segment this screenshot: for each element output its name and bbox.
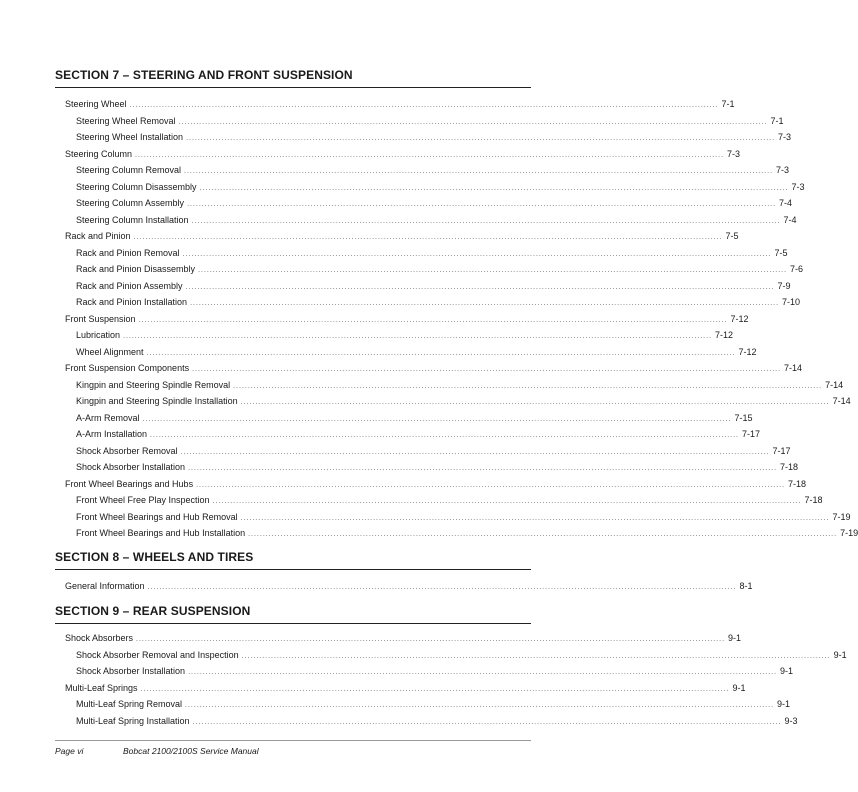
footer-manual-title: Bobcat 2100/2100S Service Manual <box>123 746 259 756</box>
dot-leader: ........................................................................................................................................................................................................ <box>191 217 781 225</box>
toc-entry[interactable] <box>55 426 761 443</box>
footer-page-number: Page vi <box>55 746 84 756</box>
toc-entry[interactable] <box>55 680 746 697</box>
toc-entry-page: 7-5 <box>774 247 788 258</box>
toc-entry[interactable] <box>55 410 753 427</box>
toc-entry[interactable] <box>55 146 741 163</box>
footer-rule <box>55 740 531 741</box>
toc-entry-page: 9-1 <box>732 682 746 693</box>
toc-entry-page: 7-19 <box>840 528 858 538</box>
toc-entry-label: Shock Absorbers <box>65 633 134 643</box>
dot-leader: ........................................................................................................................................................................................................ <box>196 481 786 489</box>
toc-entry-label: Rack and Pinion Installation <box>76 297 188 307</box>
toc-entry-label: Steering Column <box>65 148 133 159</box>
toc-entry[interactable] <box>55 459 799 476</box>
toc-entry[interactable] <box>55 377 844 394</box>
toc-entry-label: Lubrication <box>76 330 121 340</box>
toc-entry-page: 7-12 <box>730 313 749 324</box>
dot-leader: ........................................................................................................................................................................................................ <box>184 168 774 175</box>
toc-entry-page: 7-5 <box>725 231 739 241</box>
dot-leader: ........................................................................................................................................................................................................ <box>248 531 838 538</box>
toc-entry-page: 7-19 <box>832 511 851 522</box>
toc-entry[interactable] <box>55 327 734 344</box>
toc-entry-page: 7-15 <box>734 412 753 423</box>
toc-entry-label: Rack and Pinion <box>65 231 131 241</box>
toc-entry-label: Rack and Pinion Disassembly <box>76 264 196 274</box>
toc-entry-page: 9-1 <box>728 633 742 643</box>
toc-entry-page: 7-1 <box>721 99 735 109</box>
dot-leader: ........................................................................................................................................................................................................ <box>241 652 831 660</box>
dot-leader: ........................................................................................................................................................................................................ <box>190 300 780 307</box>
dot-leader: ........................................................................................................................................................................................................ <box>135 151 725 159</box>
section-rule <box>55 623 531 624</box>
toc-entry[interactable] <box>55 162 790 179</box>
toc-entry-label: Front Wheel Bearings and Hub Installation <box>76 528 246 538</box>
toc-entry-page: 7-4 <box>783 214 797 225</box>
toc-entry-page: 7-14 <box>832 396 851 406</box>
dot-leader: ........................................................................................................................................................................................................ <box>133 234 723 241</box>
toc-entry-label: Front Suspension <box>65 313 136 324</box>
dot-leader: ........................................................................................................................................................................................................ <box>186 135 776 142</box>
toc-entry-label: Multi-Leaf Spring Installation <box>76 715 190 726</box>
toc-entry[interactable] <box>55 509 851 526</box>
toc-entry-page: 7-17 <box>772 445 791 456</box>
toc-entry[interactable] <box>55 492 823 509</box>
toc-entry-page: 7-17 <box>742 429 761 439</box>
dot-leader: ........................................................................................................................................................................................................ <box>150 432 739 439</box>
section-title: SECTION 8 – WHEELS AND TIRES <box>55 550 254 564</box>
section-title: SECTION 9 – REAR SUSPENSION <box>55 604 251 618</box>
toc-entry[interactable] <box>55 663 794 680</box>
dot-leader: ........................................................................................................................................................................................................ <box>136 636 726 643</box>
toc-entry-page: 7-4 <box>779 198 793 208</box>
toc-entry[interactable] <box>55 311 749 328</box>
toc-entry-page: 7-12 <box>738 346 757 357</box>
toc-entry-page: 7-12 <box>715 330 734 340</box>
section-title: SECTION 7 – STEERING AND FRONT SUSPENSION <box>55 68 353 82</box>
toc-entry-label: Front Wheel Free Play Inspection <box>76 495 210 505</box>
toc-entry[interactable] <box>55 278 791 295</box>
dot-leader: ........................................................................................................................................................................................................ <box>182 250 772 258</box>
toc-entry-label: Kingpin and Steering Spindle Removal <box>76 379 231 390</box>
toc-entry-page: 7-9 <box>777 280 791 291</box>
toc-entry-label: Steering Wheel Installation <box>76 132 184 142</box>
toc-entry-label: Front Wheel Bearings and Hubs <box>65 478 194 489</box>
toc-entry-page: 7-1 <box>770 115 784 126</box>
dot-leader: ........................................................................................................................................................................................................ <box>233 382 823 390</box>
toc-entry-label: Front Suspension Components <box>65 363 190 373</box>
toc-page <box>55 0 858 792</box>
dot-leader: ........................................................................................................................................................................................................ <box>123 333 712 340</box>
dot-leader: ........................................................................................................................................................................................................ <box>192 718 782 726</box>
dot-leader: ........................................................................................................................................................................................................ <box>178 118 768 126</box>
toc-entry[interactable] <box>55 96 735 113</box>
toc-entry-page: 9-1 <box>777 699 791 709</box>
toc-entry[interactable] <box>55 647 847 664</box>
dot-leader: ........................................................................................................................................................................................................ <box>199 184 789 192</box>
toc-entry[interactable] <box>55 344 757 361</box>
toc-entry-label: Kingpin and Steering Spindle Installation <box>76 396 238 406</box>
toc-entry-label: Steering Column Assembly <box>76 198 185 208</box>
toc-entry-label: Wheel Alignment <box>76 346 144 357</box>
dot-leader: ........................................................................................................................................................................................................ <box>185 283 775 291</box>
toc-entry-label: Steering Column Installation <box>76 214 189 225</box>
toc-entry[interactable] <box>55 525 858 542</box>
toc-entry[interactable] <box>55 578 753 595</box>
dot-leader: ........................................................................................................................................................................................................ <box>142 415 732 423</box>
toc-entry-page: 7-14 <box>825 379 844 390</box>
toc-entry-page: 7-14 <box>784 363 803 373</box>
toc-entry-page: 7-3 <box>791 181 805 192</box>
toc-entry[interactable] <box>55 113 784 130</box>
toc-entry-label: General Information <box>65 581 145 591</box>
section-rule <box>55 569 531 570</box>
toc-entry-page: 8-1 <box>739 581 753 591</box>
toc-entry-label: Steering Wheel Removal <box>76 115 176 126</box>
toc-entry-page: 7-6 <box>790 264 804 274</box>
toc-entry-page: 7-18 <box>788 478 807 489</box>
toc-entry-label: Shock Absorber Removal and Inspection <box>76 649 239 660</box>
toc-entry[interactable] <box>55 630 742 647</box>
toc-entry[interactable] <box>55 443 791 460</box>
toc-entry-label: Steering Column Removal <box>76 165 182 175</box>
section-rule <box>55 87 531 88</box>
toc-entry-label: Rack and Pinion Removal <box>76 247 180 258</box>
toc-entry-label: Multi-Leaf Spring Removal <box>76 699 183 709</box>
toc-entry[interactable] <box>55 713 798 730</box>
toc-entry[interactable] <box>55 228 739 245</box>
dot-leader: ........................................................................................................................................................................................................ <box>187 201 777 208</box>
toc-entry[interactable] <box>55 245 788 262</box>
toc-entry[interactable] <box>55 261 804 278</box>
dot-leader: ........................................................................................................................................................................................................ <box>147 584 737 591</box>
toc-entry-label: Shock Absorber Removal <box>76 445 178 456</box>
toc-entry[interactable] <box>55 294 801 311</box>
toc-entry-page: 9-1 <box>780 666 794 676</box>
section-entries <box>55 630 847 729</box>
toc-entry-page: 9-3 <box>784 715 798 726</box>
toc-entry[interactable] <box>55 360 803 377</box>
toc-entry-label: Shock Absorber Installation <box>76 462 186 472</box>
toc-entry[interactable] <box>55 393 851 410</box>
toc-entry-label: A-Arm Removal <box>76 412 140 423</box>
dot-leader: ........................................................................................................................................................................................................ <box>180 448 770 456</box>
toc-entry-label: Rack and Pinion Assembly <box>76 280 183 291</box>
toc-entry-page: 7-3 <box>778 132 792 142</box>
toc-entry-page: 9-1 <box>833 649 847 660</box>
dot-leader: ........................................................................................................................................................................................................ <box>129 102 719 109</box>
toc-entry-page: 7-18 <box>780 462 799 472</box>
dot-leader: ........................................................................................................................................................................................................ <box>185 702 775 709</box>
section-entries <box>55 578 753 595</box>
toc-entry-label: Steering Wheel <box>65 99 127 109</box>
toc-entry-label: A-Arm Installation <box>76 429 148 439</box>
dot-leader: ........................................................................................................................................................................................................ <box>140 685 730 693</box>
dot-leader: ........................................................................................................................................................................................................ <box>212 498 802 505</box>
dot-leader: ........................................................................................................................................................................................................ <box>240 514 830 522</box>
dot-leader: ........................................................................................................................................................................................................ <box>240 399 830 406</box>
toc-entry[interactable] <box>55 476 807 493</box>
dot-leader: ........................................................................................................................................................................................................ <box>146 349 736 357</box>
toc-entry-label: Shock Absorber Installation <box>76 666 186 676</box>
toc-entry-page: 7-3 <box>727 148 741 159</box>
toc-entry[interactable] <box>55 179 805 196</box>
section-entries <box>55 96 858 542</box>
toc-entry[interactable] <box>55 696 791 713</box>
dot-leader: ........................................................................................................................................................................................................ <box>188 669 778 676</box>
dot-leader: ........................................................................................................................................................................................................ <box>192 366 782 373</box>
dot-leader: ........................................................................................................................................................................................................ <box>188 465 778 472</box>
toc-entry[interactable] <box>55 129 792 146</box>
dot-leader: ........................................................................................................................................................................................................ <box>138 316 728 324</box>
toc-entry-label: Multi-Leaf Springs <box>65 682 138 693</box>
toc-entry[interactable] <box>55 195 793 212</box>
toc-entry[interactable] <box>55 212 797 229</box>
toc-entry-label: Front Wheel Bearings and Hub Removal <box>76 511 238 522</box>
toc-entry-page: 7-18 <box>804 495 823 505</box>
dot-leader: ........................................................................................................................................................................................................ <box>198 267 788 274</box>
toc-entry-page: 7-3 <box>776 165 790 175</box>
toc-entry-page: 7-10 <box>782 297 801 307</box>
toc-entry-label: Steering Column Disassembly <box>76 181 197 192</box>
